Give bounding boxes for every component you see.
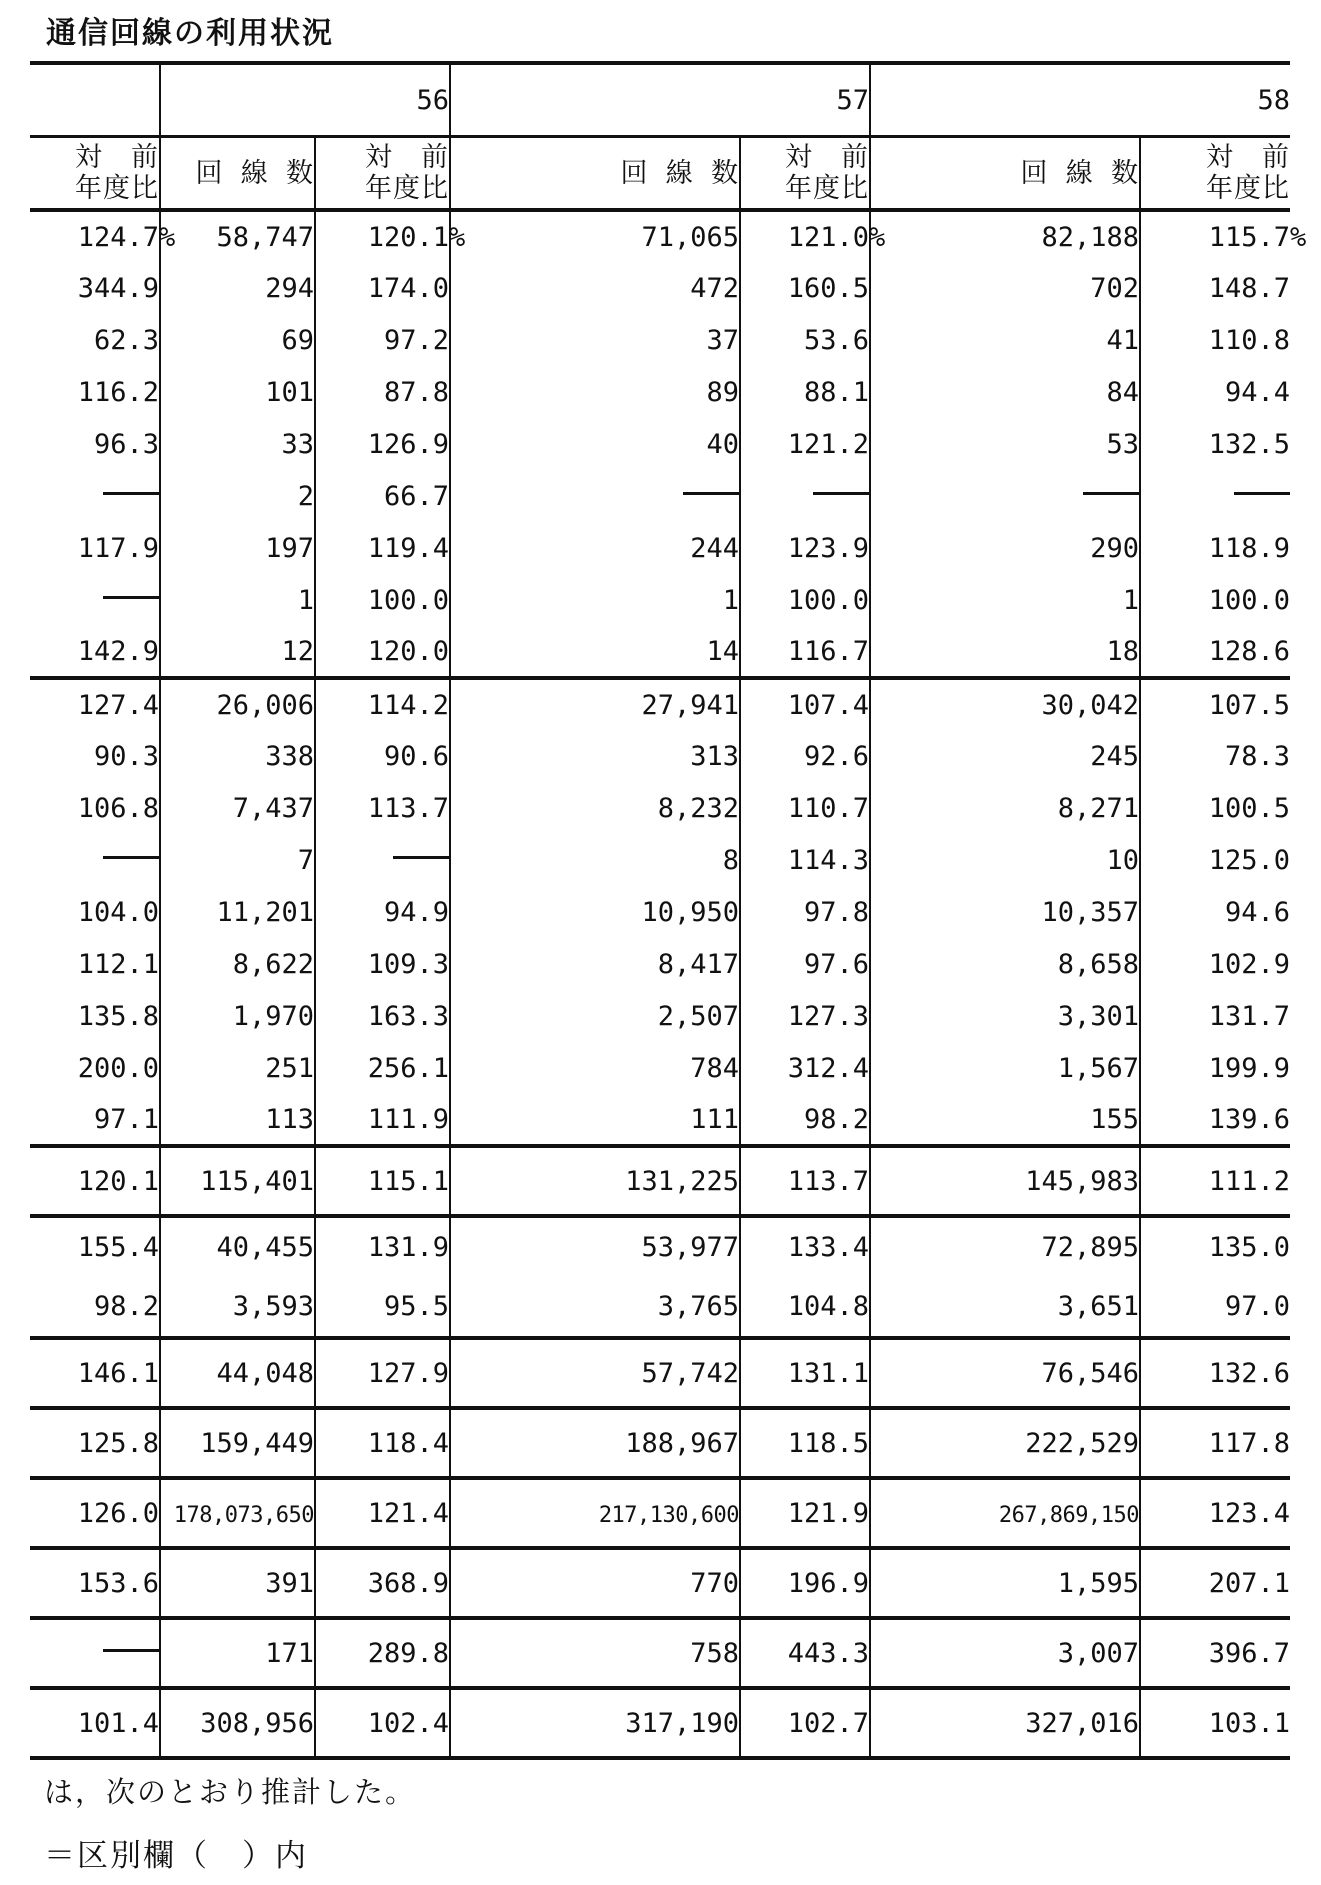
line-count-cell: 2,507 — [450, 990, 740, 1042]
yoy-ratio-cell: 139.6 — [1140, 1094, 1290, 1146]
no-data-dash — [103, 856, 159, 859]
table-row — [30, 262, 1290, 314]
yoy-ratio-cell: 100.0 — [315, 574, 450, 626]
yoy-header-line1: 対 前 — [365, 142, 450, 173]
yoy-ratio-cell: 132.6 — [1140, 1338, 1290, 1408]
yoy-ratio-cell: 90.3 — [30, 730, 160, 782]
yoy-ratio-cell: 104.8 — [740, 1277, 870, 1338]
yoy-ratio-cell: 121.0% — [740, 210, 870, 262]
yoy-ratio-cell: 97.6 — [740, 938, 870, 990]
yoy-ratio-cell: 125.8 — [30, 1408, 160, 1478]
no-data-dash — [813, 492, 869, 495]
line-count-cell: 178,073,650 — [160, 1478, 315, 1548]
line-count-cell: 82,188 — [870, 210, 1140, 262]
line-count-cell: 3,765 — [450, 1277, 740, 1338]
no-data-dash — [1234, 492, 1290, 495]
yoy-header-line1: 対 前 — [1206, 142, 1291, 173]
line-count-cell: 251 — [160, 1042, 315, 1094]
yoy-ratio-cell: 88.1 — [740, 366, 870, 418]
line-count-cell: 53 — [870, 418, 1140, 470]
yoy-header-line2: 年度比 — [365, 173, 450, 204]
line-count-cell: 111 — [450, 1094, 740, 1146]
yoy-ratio-cell — [1140, 470, 1290, 522]
yoy-ratio-cell — [30, 574, 160, 626]
column-header-row — [30, 137, 1290, 211]
year-header-row — [30, 63, 1290, 137]
yoy-ratio-cell: 148.7 — [1208, 272, 1291, 304]
line-count-cell: 89 — [450, 366, 740, 418]
line-count-cell: 222,529 — [870, 1408, 1140, 1478]
yoy-ratio-cell: 97.1 — [30, 1094, 160, 1146]
yoy-ratio-cell: 97.0 — [1140, 1277, 1290, 1338]
yoy-ratio-cell: 98.2 — [740, 1094, 870, 1146]
line-count-cell: 244 — [450, 522, 740, 574]
table-row — [30, 886, 1290, 938]
line-count-cell: 1,567 — [870, 1042, 1140, 1094]
line-count-cell: 10,950 — [450, 886, 740, 938]
no-data-dash — [103, 596, 159, 599]
line-count-cell: 8,232 — [450, 782, 740, 834]
yoy-ratio-cell: 121.2 — [740, 418, 870, 470]
yoy-ratio-cell — [740, 470, 870, 522]
yoy-ratio-cell: 114.2 — [315, 678, 450, 730]
line-count-cell: 3,593 — [160, 1277, 315, 1338]
yoy-column-header — [740, 137, 870, 211]
yoy-ratio-cell: 121.9 — [740, 1478, 870, 1548]
yoy-ratio-cell: 163.3 — [315, 990, 450, 1042]
yoy-ratio-cell: 106.8 — [30, 782, 160, 834]
line-count-cell: 10 — [870, 834, 1140, 886]
year-header-58: 58 — [870, 63, 1290, 137]
footer-note-2: ＝区別欄（ ）内 — [44, 1838, 308, 1874]
yoy-ratio-cell: 107.5 — [1208, 689, 1291, 721]
line-count-cell: 8,271 — [870, 782, 1140, 834]
yoy-ratio-cell: 110.7 — [740, 782, 870, 834]
table-row — [30, 1688, 1290, 1758]
yoy-ratio-cell: 92.6 — [740, 730, 870, 782]
line-count-cell: 472 — [450, 262, 740, 314]
line-count-cell: 188,967 — [450, 1408, 740, 1478]
yoy-ratio-cell: 443.3 — [740, 1618, 870, 1688]
yoy-ratio-cell: 102.9 — [1208, 948, 1291, 980]
yoy-ratio-cell: 109.3 — [315, 938, 450, 990]
yoy-ratio-cell: 97.8 — [740, 886, 870, 938]
line-count-cell: 197 — [160, 522, 315, 574]
line-count-cell: 8,658 — [870, 938, 1140, 990]
line-count-cell: 770 — [450, 1548, 740, 1618]
table-row — [30, 1042, 1290, 1094]
yoy-ratio-cell: 135.8 — [30, 990, 160, 1042]
table-row — [30, 418, 1290, 470]
yoy-ratio-cell: 117.8 — [1140, 1408, 1290, 1478]
yoy-ratio-cell: 78.3 — [1225, 740, 1291, 772]
yoy-ratio-cell: 289.8 — [315, 1618, 450, 1688]
lines-column-header: 回 線 数 — [160, 137, 315, 211]
yoy-ratio-cell: 118.4 — [315, 1408, 450, 1478]
yoy-ratio-cell: 120.1% — [315, 210, 450, 262]
table-row — [30, 1618, 1290, 1688]
no-data-dash — [1083, 492, 1139, 495]
line-count-cell: 267,869,150 — [870, 1478, 1140, 1548]
table-row — [30, 990, 1290, 1042]
yoy-ratio-cell: 100.0 — [1208, 584, 1291, 616]
yoy-ratio-cell: 111.9 — [315, 1094, 450, 1146]
yoy-ratio-cell: 115.1 — [315, 1146, 450, 1216]
yoy-ratio-cell: 127.4 — [30, 678, 160, 730]
line-count-cell: 27,941 — [450, 678, 740, 730]
yoy-ratio-cell: 196.9 — [740, 1548, 870, 1618]
table-row — [30, 938, 1290, 990]
line-count-cell: 7,437 — [160, 782, 315, 834]
yoy-ratio-cell: 90.6 — [315, 730, 450, 782]
no-data-dash — [103, 492, 159, 495]
yoy-ratio-cell — [30, 470, 160, 522]
yoy-ratio-cell: 128.6 — [1140, 626, 1290, 678]
no-data-dash — [393, 856, 449, 859]
line-count-cell: 84 — [870, 366, 1140, 418]
line-count-cell — [870, 470, 1140, 522]
line-count-cell: 11,201 — [160, 886, 315, 938]
yoy-ratio-cell: 200.0 — [30, 1042, 160, 1094]
line-count-cell: 3,301 — [870, 990, 1140, 1042]
table-row — [30, 470, 1290, 522]
yoy-ratio-cell: 118.5 — [740, 1408, 870, 1478]
lines-column-header: 回 線 数 — [450, 137, 740, 211]
table-row — [30, 314, 1290, 366]
line-count-cell: 57,742 — [450, 1338, 740, 1408]
line-count-cell: 12 — [160, 626, 315, 678]
year-header-57: 57 — [450, 63, 870, 137]
yoy-ratio-cell: 87.8 — [315, 366, 450, 418]
yoy-ratio-cell: 94.6 — [1225, 896, 1291, 928]
line-count-cell: 1 — [870, 574, 1140, 626]
table-row — [30, 574, 1290, 626]
yoy-ratio-cell: 111.2 — [1140, 1146, 1290, 1216]
line-count-cell: 30,042 — [870, 678, 1140, 730]
line-count-cell: 308,956 — [160, 1688, 315, 1758]
yoy-ratio-cell — [30, 1618, 160, 1688]
line-count-cell: 71,065 — [450, 210, 740, 262]
line-count-cell: 217,130,600 — [450, 1478, 740, 1548]
yoy-ratio-cell: 118.9 — [1208, 532, 1291, 564]
line-count-cell: 245 — [870, 730, 1140, 782]
line-count-cell: 69 — [160, 314, 315, 366]
yoy-ratio-cell: 174.0 — [315, 262, 450, 314]
yoy-ratio-cell: 102.7 — [740, 1688, 870, 1758]
yoy-header-line1: 対 前 — [785, 142, 870, 173]
line-count-cell: 40,455 — [160, 1216, 315, 1277]
line-count-cell: 37 — [450, 314, 740, 366]
yoy-ratio-cell: 116.7 — [740, 626, 870, 678]
line-count-cell: 294 — [160, 262, 315, 314]
footer-note-1: は，次のとおり推計した。 — [44, 1775, 417, 1809]
table-row — [30, 1146, 1290, 1216]
yoy-ratio-cell: 117.9 — [30, 522, 160, 574]
table-row — [30, 210, 1290, 262]
yoy-ratio-cell: 153.6 — [30, 1548, 160, 1618]
yoy-ratio-cell: 103.1 — [1140, 1688, 1290, 1758]
yoy-ratio-cell: 102.4 — [315, 1688, 450, 1758]
line-count-cell: 115,401 — [160, 1146, 315, 1216]
table-row — [30, 834, 1290, 886]
yoy-ratio-cell: 368.9 — [315, 1548, 450, 1618]
line-count-cell: 58,747 — [160, 210, 315, 262]
line-count-cell: 131,225 — [450, 1146, 740, 1216]
table-row — [30, 730, 1290, 782]
line-count-cell: 3,651 — [870, 1277, 1140, 1338]
line-count-cell: 40 — [450, 418, 740, 470]
table-row — [30, 626, 1290, 678]
yoy-ratio-cell: 127.3 — [740, 990, 870, 1042]
yoy-header-line2: 年度比 — [1206, 173, 1291, 204]
yoy-ratio-cell: 131.7 — [1208, 1000, 1291, 1032]
yoy-ratio-cell: 113.7 — [740, 1146, 870, 1216]
line-count-cell: 3,007 — [870, 1618, 1140, 1688]
table-row — [30, 1548, 1290, 1618]
yoy-ratio-cell: 94.9 — [315, 886, 450, 938]
yoy-column-header — [30, 137, 160, 211]
yoy-ratio-cell: 100.0 — [740, 574, 870, 626]
line-count-cell: 8,622 — [160, 938, 315, 990]
lines-column-header: 回 線 数 — [870, 137, 1140, 211]
line-count-cell: 391 — [160, 1548, 315, 1618]
yoy-ratio-cell: 123.9 — [740, 522, 870, 574]
yoy-ratio-cell: 104.0 — [30, 886, 160, 938]
yoy-ratio-cell: 125.0 — [1208, 844, 1291, 876]
yoy-ratio-cell: 344.9 — [30, 262, 160, 314]
line-count-cell: 26,006 — [160, 678, 315, 730]
usage-table — [30, 61, 1307, 1760]
yoy-ratio-cell: 120.0 — [315, 626, 450, 678]
yoy-ratio-cell — [30, 834, 160, 886]
table-row — [30, 1338, 1290, 1408]
yoy-ratio-cell: 199.9 — [1208, 1052, 1291, 1084]
yoy-ratio-cell: 131.1 — [740, 1338, 870, 1408]
table-row — [30, 782, 1290, 834]
table-row — [30, 522, 1290, 574]
yoy-ratio-cell: 135.0 — [1208, 1232, 1291, 1263]
line-count-cell: 1,970 — [160, 990, 315, 1042]
line-count-cell: 702 — [870, 262, 1140, 314]
yoy-ratio-cell: 96.3 — [30, 418, 160, 470]
yoy-ratio-cell: 120.1 — [30, 1146, 160, 1216]
line-count-cell: 171 — [160, 1618, 315, 1688]
yoy-ratio-cell: 121.4 — [315, 1478, 450, 1548]
yoy-ratio-cell: 312.4 — [740, 1042, 870, 1094]
yoy-ratio-cell: 100.5 — [1208, 792, 1291, 824]
table-row — [30, 1408, 1290, 1478]
table-row — [30, 366, 1290, 418]
yoy-ratio-cell: 396.7 — [1140, 1618, 1290, 1688]
line-count-cell: 18 — [870, 626, 1140, 678]
line-count-cell — [450, 470, 740, 522]
line-count-cell: 44,048 — [160, 1338, 315, 1408]
yoy-ratio-cell: 107.4 — [740, 678, 870, 730]
yoy-ratio-cell: 256.1 — [315, 1042, 450, 1094]
yoy-header-line2: 年度比 — [75, 173, 159, 204]
yoy-ratio-cell: 133.4 — [740, 1216, 870, 1277]
line-count-cell: 33 — [160, 418, 315, 470]
line-count-cell: 8,417 — [450, 938, 740, 990]
yoy-ratio-cell: 66.7 — [315, 470, 450, 522]
line-count-cell: 758 — [450, 1618, 740, 1688]
no-data-dash — [103, 1649, 159, 1652]
yoy-ratio-cell: 146.1 — [30, 1338, 160, 1408]
yoy-ratio-cell: 101.4 — [30, 1688, 160, 1758]
yoy-ratio-cell: 98.2 — [30, 1277, 160, 1338]
line-count-cell: 1,595 — [870, 1548, 1140, 1618]
line-count-cell: 72,895 — [870, 1216, 1140, 1277]
yoy-ratio-cell: 114.3 — [740, 834, 870, 886]
line-count-cell: 7 — [160, 834, 315, 886]
yoy-ratio-cell: 126.0 — [30, 1478, 160, 1548]
yoy-column-header — [315, 137, 450, 211]
yoy-ratio-cell: 97.2 — [315, 314, 450, 366]
line-count-cell: 101 — [160, 366, 315, 418]
table-row — [30, 1277, 1290, 1338]
corner-blank-cell — [30, 63, 160, 137]
table-row — [30, 1094, 1290, 1146]
line-count-cell: 313 — [450, 730, 740, 782]
line-count-cell: 14 — [450, 626, 740, 678]
table-body — [30, 210, 1307, 1758]
yoy-ratio-cell: 123.4 — [1140, 1478, 1290, 1548]
line-count-cell: 76,546 — [870, 1338, 1140, 1408]
yoy-ratio-cell: 116.2 — [30, 366, 160, 418]
line-count-cell: 338 — [160, 730, 315, 782]
line-count-cell: 8 — [450, 834, 740, 886]
yoy-ratio-cell: 95.5 — [315, 1277, 450, 1338]
yoy-ratio-cell: 119.4 — [315, 522, 450, 574]
line-count-cell: 41 — [870, 314, 1140, 366]
page-title: 通信回線の利用状況 — [46, 16, 334, 51]
yoy-ratio-cell — [315, 834, 450, 886]
yoy-ratio-cell: 113.7 — [315, 782, 450, 834]
yoy-header-line1: 対 前 — [75, 142, 159, 173]
yoy-ratio-cell: 110.8 — [1208, 324, 1291, 356]
line-count-cell: 1 — [160, 574, 315, 626]
line-count-cell: 10,357 — [870, 886, 1140, 938]
yoy-ratio-cell: 160.5 — [740, 262, 870, 314]
table-row — [30, 1216, 1290, 1277]
line-count-cell: 145,983 — [870, 1146, 1140, 1216]
yoy-ratio-cell: 124.7% — [30, 210, 160, 262]
yoy-ratio-cell: 53.6 — [740, 314, 870, 366]
yoy-ratio-cell: 142.9 — [30, 626, 160, 678]
line-count-cell: 1 — [450, 574, 740, 626]
yoy-header-line2: 年度比 — [785, 173, 870, 204]
yoy-ratio-cell: 94.4 — [1225, 376, 1291, 408]
yoy-ratio-cell: 155.4 — [30, 1216, 160, 1277]
yoy-ratio-cell: 62.3 — [30, 314, 160, 366]
line-count-cell: 155 — [870, 1094, 1140, 1146]
yoy-ratio-cell: 115.7% — [1208, 221, 1307, 253]
line-count-cell: 159,449 — [160, 1408, 315, 1478]
yoy-ratio-cell: 132.5 — [1208, 428, 1291, 460]
yoy-column-header — [1140, 137, 1290, 211]
line-count-cell: 2 — [160, 470, 315, 522]
line-count-cell: 53,977 — [450, 1216, 740, 1277]
no-data-dash — [683, 492, 739, 495]
yoy-ratio-cell: 126.9 — [315, 418, 450, 470]
line-count-cell: 784 — [450, 1042, 740, 1094]
line-count-cell: 290 — [870, 522, 1140, 574]
year-header-56: 56 — [160, 63, 450, 137]
line-count-cell: 317,190 — [450, 1688, 740, 1758]
table-row — [30, 678, 1290, 730]
yoy-ratio-cell: 131.9 — [315, 1216, 450, 1277]
yoy-ratio-cell: 207.1 — [1140, 1548, 1290, 1618]
yoy-ratio-cell: 127.9 — [315, 1338, 450, 1408]
line-count-cell: 327,016 — [870, 1688, 1140, 1758]
yoy-ratio-cell: 112.1 — [30, 938, 160, 990]
table-row — [30, 1478, 1290, 1548]
line-count-cell: 113 — [160, 1094, 315, 1146]
